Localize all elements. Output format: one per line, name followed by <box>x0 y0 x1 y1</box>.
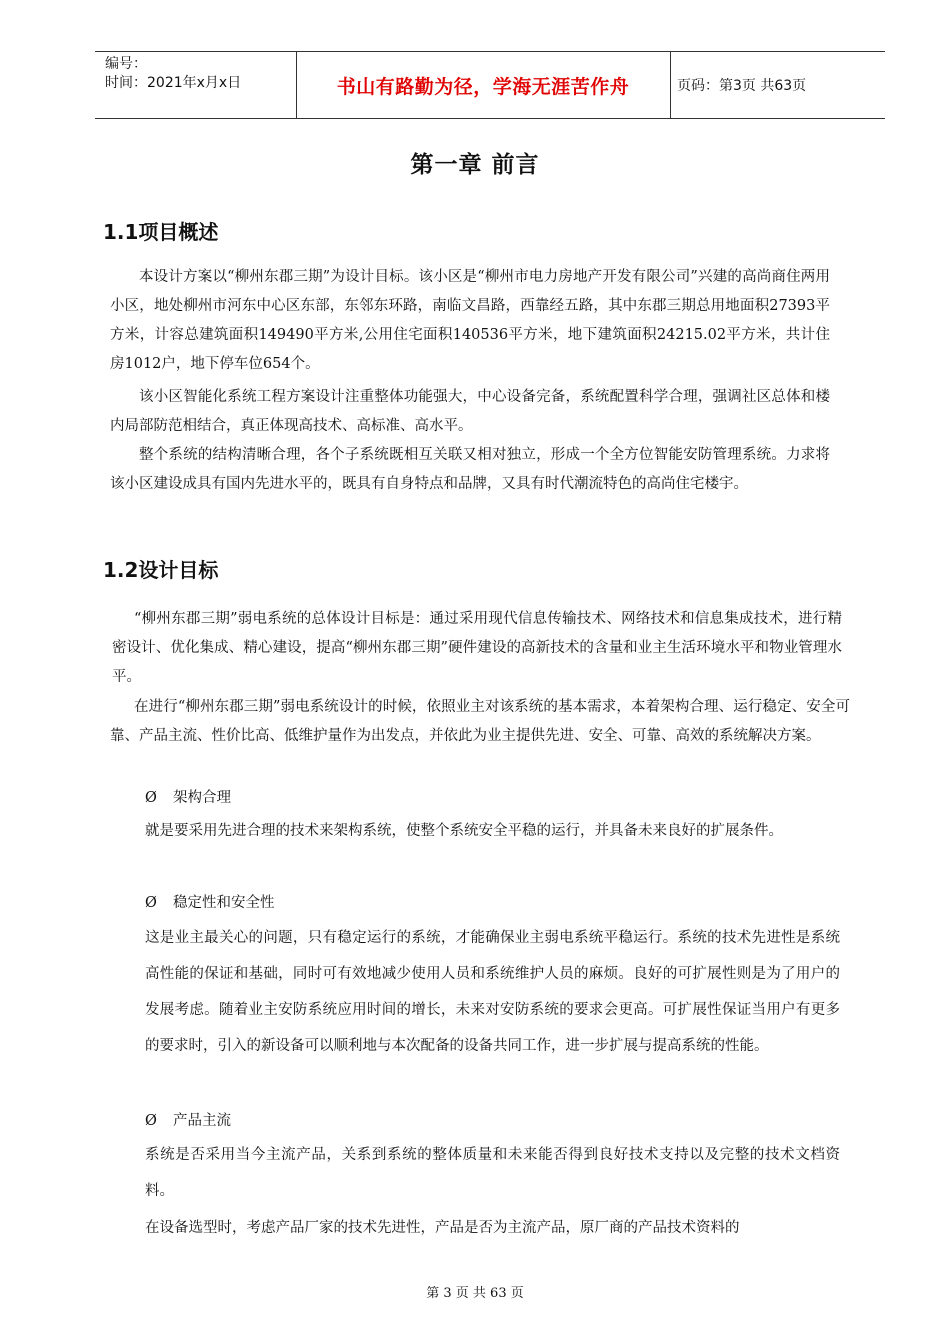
bullet-title: 稳定性和安全性 <box>173 895 275 911</box>
header-page-number: 页码：第3页 共63页 <box>677 78 807 94</box>
document-number-label: 编号： <box>105 56 147 72</box>
bullet-stability-security <box>145 893 275 913</box>
header-motto: 书山有路勤为径，学海无涯苦作舟 <box>336 75 630 98</box>
paragraph: 本设计方案以“柳州东郡三期”为设计目标。该小区是“柳州市电力房地产开发有限公司”兴建的高尚商住两用小区，地处柳州市河东中心区东部，东邻东环路，南临文昌路，西靠经五路，其中东郡三期总用地面积27393平方米，计容总建筑面积149490平方米,公用住宅面积140536平方米，地下建筑面积24215.02平方米，共计住房1012户，地下停车位654个。 <box>110 269 830 372</box>
bullet-arrow-icon: Ø <box>145 1113 157 1129</box>
section-title-overview: 1.1项目概述 <box>103 220 219 244</box>
bullet-arrow-icon: Ø <box>145 790 157 806</box>
bullet-mainstream-products <box>145 1111 231 1131</box>
paragraph: “柳州东郡三期”弱电系统的总体设计目标是：通过采用现代信息传输技术、网络技术和信息集成技术，进行精密设计、优化集成、精心建设，提高“柳州东郡三期”硬件建设的高新技术的含量和业主生活环境水平和物业管理水平。 <box>112 611 842 685</box>
bullet-body: 这是业主最关心的问题，只有稳定运行的系统，才能确保业主弱电系统平稳运行。系统的技术先进性是系统高性能的保证和基础，同时可有效地减少使用人员和系统维护人员的麻烦。良好的可扩展性则是为了用户的发展考虑。随着业主安防系统应用时间的增长，未来对安防系统的要求会更高。可扩展性保证当用户有更多的要求时，引入的新设备可以顺利地与本次配备的设备共同工作，进一步扩展与提高系统的性能。 <box>145 930 840 1054</box>
bullet-arrow-icon: Ø <box>145 895 157 911</box>
bullet-architecture <box>145 788 231 808</box>
bullet-title: 产品主流 <box>173 1113 231 1129</box>
section-title-design-goals: 1.2设计目标 <box>103 558 219 582</box>
bullet-body: 在设备选型时，考虑产品厂家的技术先进性，产品是否为主流产品，原厂商的产品技术资料的 <box>145 1220 740 1236</box>
document-time-label: 时间：2021年x月x日 <box>105 75 242 91</box>
paragraph: 整个系统的结构清晰合理，各个子系统既相互关联又相对独立，形成一个全方位智能安防管理系统。力求将该小区建设成具有国内先进水平的，既具有自身特点和品牌，又具有时代潮流特色的高尚住宅楼宇。 <box>110 447 830 492</box>
bullet-body: 系统是否采用当今主流产品，关系到系统的整体质量和未来能否得到良好技术支持以及完整的技术文档资料。 <box>145 1147 840 1199</box>
chapter-title: 第一章 前言 <box>410 152 540 178</box>
page-header <box>95 51 885 119</box>
paragraph: 在进行“柳州东郡三期”弱电系统设计的时候，依照业主对该系统的基本需求，本着架构合理、运行稳定、安全可靠、产品主流、性价比高、低维护量作为出发点，并依此为业主提供先进、安全、可靠、高效的系统解决方案。 <box>110 699 850 744</box>
header-divider <box>670 52 671 118</box>
bullet-body: 就是要采用先进合理的技术来架构系统，使整个系统安全平稳的运行，并具备未来良好的扩展条件。 <box>145 823 783 839</box>
paragraph: 该小区智能化系统工程方案设计注重整体功能强大，中心设备完备，系统配置科学合理，强调社区总体和楼内局部防范相结合，真正体现高技术、高标准、高水平。 <box>110 389 830 434</box>
page-footer: 第 3 页 共 63 页 <box>426 1286 524 1301</box>
bullet-title: 架构合理 <box>173 790 231 806</box>
header-meta <box>105 55 295 93</box>
